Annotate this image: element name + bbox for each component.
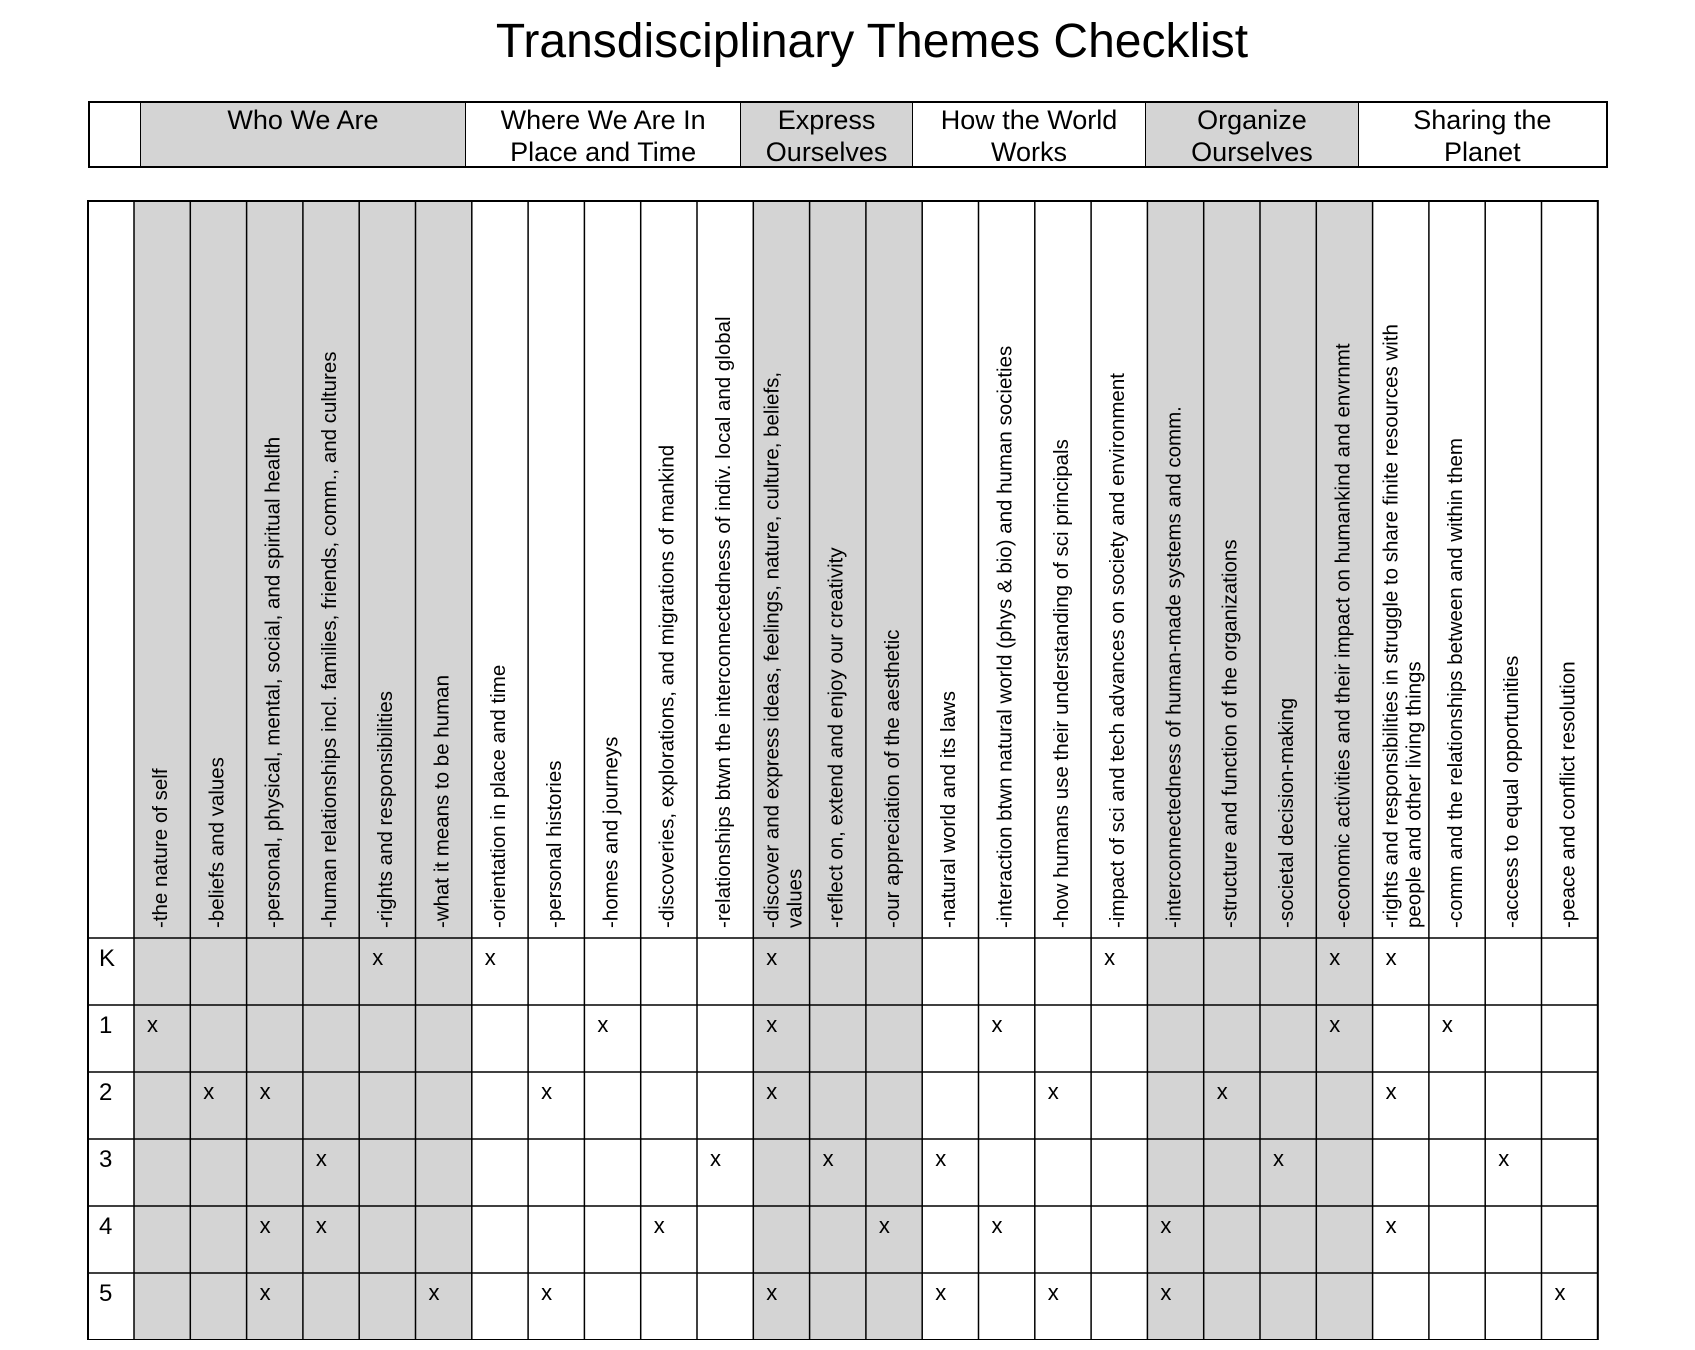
check-mark: x <box>541 1280 553 1305</box>
check-mark: x <box>766 945 778 970</box>
grade-label: 1 <box>99 1012 113 1039</box>
column-header-label: -economic activities and their impact on humankind and envrnmt <box>1331 343 1355 928</box>
grade-label: 5 <box>99 1280 113 1307</box>
check-mark: x <box>315 1146 327 1171</box>
check-mark: x <box>541 1079 553 1104</box>
check-mark: x <box>1216 1079 1228 1104</box>
column-header-label: -what it means to be human <box>430 675 454 928</box>
theme-label: Organize Ourselves <box>1191 105 1313 167</box>
check-mark: x <box>1273 1146 1284 1171</box>
check-mark: x <box>991 1012 1003 1037</box>
column-header-label: -comm and the relationships between and within them <box>1443 438 1467 928</box>
check-mark: x <box>653 1213 665 1238</box>
check-mark: x <box>1554 1280 1566 1305</box>
column-header-label: -rights and responsibilities in struggle to share finite resources with <box>1379 324 1403 928</box>
column-header-label: -impact of sci and tech advances on society and environment <box>1106 373 1130 928</box>
theme-header-cell <box>912 103 1145 166</box>
check-mark: x <box>710 1146 721 1171</box>
column-header-label: -structure and function of the organizations <box>1218 539 1242 928</box>
grade-label: 3 <box>99 1146 113 1173</box>
check-mark: x <box>1385 1079 1397 1104</box>
column-header-label: -human relationships incl. families, friends, comm., and cultures <box>317 351 341 928</box>
column-header-label: -personal histories <box>543 760 567 928</box>
column-header-label: -natural world and its laws <box>937 691 961 928</box>
theme-header-cell <box>740 103 912 166</box>
theme-label: Who We Are <box>227 105 379 135</box>
column-header-label: -peace and conflict resolution <box>1556 661 1580 928</box>
grade-label: 2 <box>99 1079 113 1106</box>
check-mark: x <box>259 1280 271 1305</box>
check-mark: x <box>991 1213 1003 1238</box>
check-mark: x <box>766 1012 778 1037</box>
check-mark: x <box>1498 1146 1510 1171</box>
check-mark: x <box>766 1079 778 1104</box>
column-header-label: -access to equal opportunities <box>1500 655 1524 928</box>
check-mark: x <box>1329 945 1341 970</box>
check-mark: x <box>147 1012 158 1037</box>
theme-label: Where We Are In Place and Time <box>500 105 706 167</box>
check-mark: x <box>259 1213 271 1238</box>
column-header-label-continued: people and other living things <box>1402 661 1426 928</box>
check-mark: x <box>1160 1213 1172 1238</box>
column-header-label: -societal decision-making <box>1275 697 1298 928</box>
check-mark: x <box>1441 1012 1453 1037</box>
column-header-label: -interaction btwn natural world (phys & bio) and human societies <box>993 345 1017 928</box>
check-mark: x <box>428 1280 440 1305</box>
check-mark: x <box>259 1079 271 1104</box>
column-header-label: -beliefs and values <box>205 757 229 928</box>
theme-label: How the World Works <box>940 105 1118 167</box>
page-title: Transdisciplinary Themes Checklist <box>495 15 1249 68</box>
check-mark: x <box>1329 1012 1341 1037</box>
check-mark: x <box>372 945 384 970</box>
check-mark: x <box>203 1079 215 1104</box>
check-mark: x <box>1160 1280 1172 1305</box>
column-header-label: -interconnectedness of human-made systems and comm. <box>1162 406 1186 928</box>
theme-header-cell <box>1358 103 1606 166</box>
theme-label: Sharing the Planet <box>1413 105 1552 167</box>
checklist-table <box>87 200 1617 1340</box>
column-header-label: -rights and responsibilities <box>374 690 398 928</box>
column-header-label: -personal, physical, mental, social, and spiritual health <box>261 436 285 928</box>
theme-header-table <box>88 101 1608 168</box>
check-mark: x <box>935 1146 947 1171</box>
theme-header-cell <box>1145 103 1357 166</box>
column-header-label: -our appreciation of the aesthetic <box>880 629 904 928</box>
check-mark: x <box>822 1146 834 1171</box>
column-header-label: -discover and express ideas, feelings, nature, culture, beliefs, <box>760 371 784 928</box>
check-mark: x <box>1047 1280 1059 1305</box>
check-mark: x <box>935 1280 947 1305</box>
check-mark: x <box>315 1213 327 1238</box>
column-header-label: -discoveries, explorations, and migrations of mankind <box>655 444 679 928</box>
column-header-label: -reflect on, extend and enjoy our creativity <box>824 547 848 928</box>
column-header-label: -orientation in place and time <box>486 664 510 928</box>
check-mark: x <box>878 1213 890 1238</box>
check-mark: x <box>1385 945 1397 970</box>
checklist-grid <box>87 200 1617 1340</box>
column-header-label-continued: values <box>783 868 807 928</box>
theme-corner-cell <box>90 103 140 166</box>
column-header-label: -homes and journeys <box>599 736 623 928</box>
check-mark: x <box>1385 1213 1397 1238</box>
grade-label: 4 <box>99 1213 113 1240</box>
theme-header-cell <box>140 103 465 166</box>
check-mark: x <box>1104 945 1116 970</box>
theme-label: Express Ourselves <box>765 105 888 167</box>
check-mark: x <box>766 1280 778 1305</box>
check-mark: x <box>1047 1079 1059 1104</box>
column-header-label: -relationships btwn the interconnectedness of indiv. local and global <box>712 316 735 928</box>
column-header-label: -how humans use their understanding of sci principals <box>1049 439 1073 928</box>
check-mark: x <box>484 945 496 970</box>
theme-header-cell <box>465 103 740 166</box>
column-header-label: -the nature of self <box>149 768 172 928</box>
check-mark: x <box>597 1012 609 1037</box>
grade-label: K <box>99 945 116 972</box>
